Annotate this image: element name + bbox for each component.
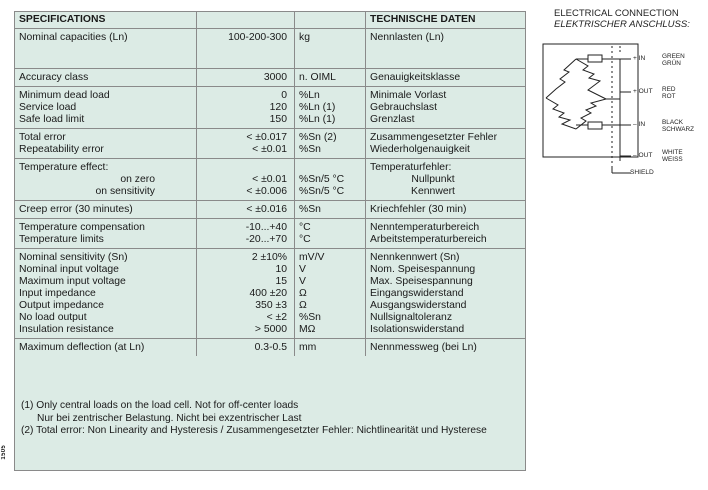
table-row: Insulation resistance > 5000 MΩ Isolationswiderstand bbox=[15, 324, 525, 339]
pin-minus-in: – IN bbox=[633, 121, 646, 128]
footnote-1: (1) Only central loads on the load cell. Not for off-center loads bbox=[21, 400, 299, 411]
table-row: No load output < ±2 %Sn Nullsignaltoleranz bbox=[15, 312, 525, 324]
table-row: Total error < ±0.017 %Sn (2) Zusammengesetzter Fehler bbox=[15, 129, 525, 145]
table-row: Maximum input voltage 15 V Max. Speisespannung bbox=[15, 276, 525, 288]
pin-plus-out: + OUT bbox=[633, 88, 653, 95]
document-code: 1505 bbox=[1, 445, 7, 460]
table-row: Nominal sensitivity (Sn) 2 ±10% mV/V Nennkennwert (Sn) bbox=[15, 249, 525, 265]
table-row: Output impedance 350 ±3 Ω Ausgangswiderstand bbox=[15, 300, 525, 312]
table-row: Service load 120 %Ln (1) Gebrauchslast bbox=[15, 102, 525, 114]
table-row: Temperature effect: Temperaturfehler: bbox=[15, 159, 525, 175]
wire-color-black: BLACK SCHWARZ bbox=[662, 119, 695, 133]
footnote-2: (2) Total error: Non Linearity and Hysteresis / Zusammengesetzter Fehler: Nichtlinearität und Hysterese bbox=[21, 425, 487, 436]
footnote-1-german: Nur bei zentrischer Belastung. Nicht bei exzentrischer Last bbox=[37, 412, 302, 424]
wire-color-green: GREEN GRÜN bbox=[662, 53, 685, 67]
footnotes bbox=[14, 392, 526, 471]
table-row: Repeatability error < ±0.01 %Sn Wiederholgenauigkeit bbox=[15, 144, 525, 159]
wiring-title: ELECTRICAL CONNECTION bbox=[554, 8, 679, 19]
table-row: Minimum dead load 0 %Ln Minimale Vorlast bbox=[15, 87, 525, 103]
wiring-title-german: ELEKTRISCHER ANSCHLUSS: bbox=[554, 19, 690, 30]
spec-table bbox=[15, 12, 525, 356]
table-row: on zero < ±0.01 %Sn/5 °C Nullpunkt bbox=[15, 174, 525, 186]
table-row: Nominal input voltage 10 V Nom. Speisespannung bbox=[15, 264, 525, 276]
table-row: Maximum deflection (at Ln) 0.3-0.5 mm Nennmessweg (bei Ln) bbox=[15, 339, 525, 357]
header-specifications: SPECIFICATIONS bbox=[15, 12, 197, 29]
table-row: Temperature compensation -10...+40 °C Nenntemperaturbereich bbox=[15, 219, 525, 235]
table-row: Safe load limit 150 %Ln (1) Grenzlast bbox=[15, 114, 525, 129]
table-row: Input impedance 400 ±20 Ω Eingangswiderstand bbox=[15, 288, 525, 300]
pin-minus-out: – OUT bbox=[633, 152, 653, 159]
pin-plus-in: + IN bbox=[633, 55, 646, 62]
header-technische-daten: TECHNISCHE DATEN bbox=[366, 12, 526, 29]
table-row: Accuracy class 3000 n. OIML Genauigkeitsklasse bbox=[15, 69, 525, 87]
wire-color-red: RED ROT bbox=[662, 86, 676, 100]
wire-color-white: WHITE WEISS bbox=[662, 149, 683, 163]
table-header bbox=[15, 12, 525, 29]
table-row: Creep error (30 minutes) < ±0.016 %Sn Kriechfehler (30 min) bbox=[15, 201, 525, 219]
pin-shield: SHIELD bbox=[630, 169, 654, 176]
table-row: Nominal capacities (Ln) 100-200-300 kg Nennlasten (Ln) bbox=[15, 29, 525, 69]
table-row: Temperature limits -20...+70 °C Arbeitstemperaturbereich bbox=[15, 234, 525, 249]
table-row: on sensitivity < ±0.006 %Sn/5 °C Kennwert bbox=[15, 186, 525, 201]
electrical-connection-diagram bbox=[536, 8, 706, 183]
